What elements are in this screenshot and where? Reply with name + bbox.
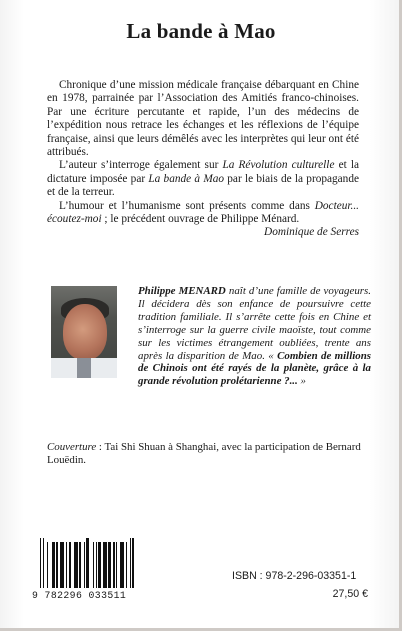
- blurb-signature: Dominique de Serres: [264, 226, 359, 239]
- author-quote-close: »: [297, 375, 306, 388]
- blurb-text: par le biais de la propagande et de la terreur.: [47, 172, 359, 199]
- cover-credit-label: Couverture: [47, 441, 97, 453]
- blurb-text: L’auteur s’interroge également sur: [59, 159, 223, 172]
- blurb-paragraph-1: Chronique d’une mission médicale française débarquant en Chine en 1978, parrainée par l’Association des Amitiés franco-chinoises. Par une écriture percutante et rapide, l’un des médecins de l’expédition nous retrace les échanges et les réflexions de l’équipe française, ainsi que leurs démêlés avec les interprètes qui leur ont été attribués.: [47, 79, 359, 159]
- blurb-emphasis: La Révolution culturelle: [222, 159, 335, 172]
- book-title: La bande à Mao: [126, 19, 276, 43]
- barcode-bar: [132, 538, 133, 588]
- blurb-text: L’humour et l’humanisme sont présents comme dans: [59, 199, 315, 212]
- author-bio-text: naît d’une famille de voyageurs. Il décidera dès son enfance de poursuivre cette tradition familiale. Il s’arrête cette fois en Chine et s’interroge sur la guerre civile maoïste, tout comme sur les victimes étrangement oubliées, trente ans après la disparition de Mao. «: [138, 285, 371, 362]
- book-blurb: [47, 79, 359, 240]
- portrait-tie: [77, 358, 91, 378]
- price: 27,50 €: [332, 588, 368, 600]
- author-bio: [138, 285, 371, 388]
- isbn: ISBN : 978-2-296-03351-1: [232, 570, 357, 582]
- cover-credit-text: : Tai Shi Shuan à Shanghai, avec la participation de Bernard Louëdin.: [47, 441, 361, 467]
- blurb-text: et la dictature imposée par: [47, 159, 360, 185]
- blurb-text: ; le précédent ouvrage de Philippe Ménard.: [101, 213, 300, 226]
- barcode-digits: 9 782296 033511: [32, 590, 127, 601]
- author-portrait-icon: [51, 286, 117, 378]
- portrait-face: [63, 304, 107, 360]
- blurb-emphasis: Docteur... écoutez-moi: [47, 199, 359, 226]
- cover-credit: [47, 441, 367, 467]
- author-quote: Combien de millions de Chinois ont été rayés de la planète, grâce à la grande révolution prolétarienne ?...: [138, 349, 371, 388]
- blurb-paragraph-3: [47, 200, 359, 227]
- barcode: [32, 538, 136, 606]
- blurb-paragraph-2: [47, 159, 359, 199]
- author-name: Philippe MENARD: [138, 285, 226, 297]
- barcode-bars: [40, 538, 134, 588]
- blurb-emphasis: La bande à Mao: [148, 172, 225, 185]
